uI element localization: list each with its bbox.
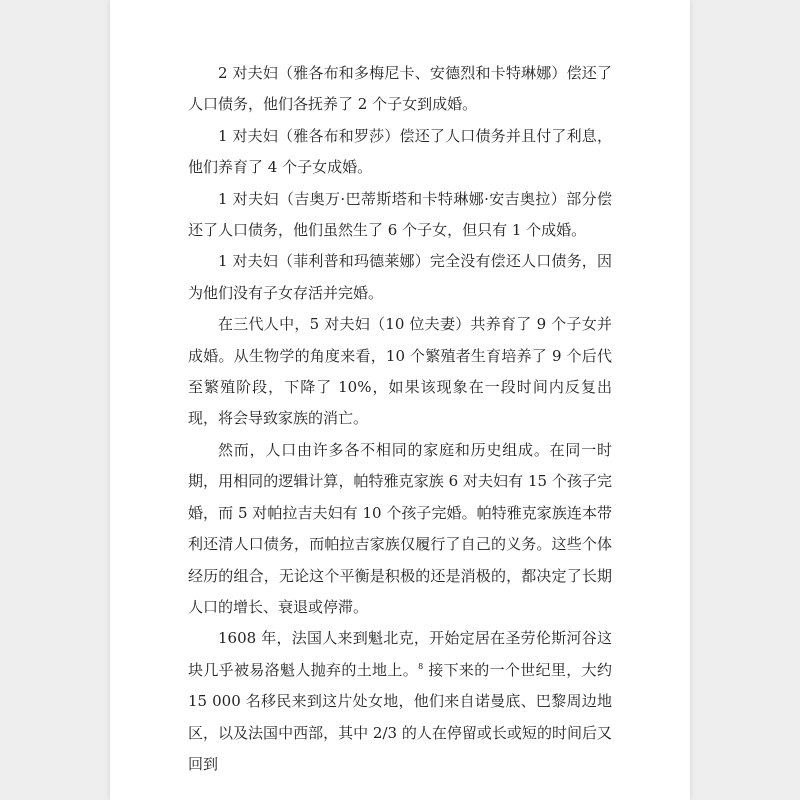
- paragraph: 2 对夫妇（雅各布和多梅尼卡、安德烈和卡特琳娜）偿还了人口债务，他们各抚养了 2 个子女到成婚。: [188, 64, 612, 114]
- paragraph: 1 对夫妇（雅各布和罗莎）偿还了人口债务并且付了利息，他们养育了 4 个子女成婚。: [188, 126, 612, 177]
- paragraph: 1 对夫妇（吉奥万·巴蒂斯塔和卡特琳娜·安吉奥拉）部分偿还了人口债务，他们虽然生了 6 个子女，但只有 1 个成婚。: [188, 189, 612, 240]
- paragraph: 在三代人中，5 对夫妇（10 位夫妻）共养育了 9 个子女并成婚。从生物学的角度来看，10 个繁殖者生育培养了 9 个后代至繁殖阶段，下降了 10%，如果该现象在一段时间内反复出现，将会导致家族的消亡。: [188, 315, 612, 428]
- paragraph: [188, 623, 612, 780]
- paragraph: 1 对夫妇（菲利普和玛德莱娜）完全没有偿还人口债务，因为他们没有子女存活并完婚。: [188, 252, 612, 302]
- footnote-marker[interactable]: 8: [418, 661, 424, 671]
- paragraph-text: 1608 年，法国人来到魁北克，开始定居在圣劳伦斯河谷这块几乎被易洛魁人抛弃的土地上。: [188, 629, 612, 679]
- paragraph-text: 接下来的一个世纪里，大约 15 000 名移民来到这片处女地，他们来自诺曼底、巴黎周边地区，以及法国中西部，其中 2/3 的人在停留或长或短的时间后又回到: [188, 660, 612, 773]
- paragraph: 然而，人口由许多各不相同的家庭和历史组成。在同一时期，用相同的逻辑计算，帕特雅克家族 6 对夫妇有 15 个孩子完婚，而 5 对帕拉吉夫妇有 10 个孩子完婚。帕特雅克家族连本带利还清人口债务，而帕拉吉家族仅履行了自己的义务。这些个体经历的组合，无论这个平衡是积极的还是消极的，都决定了长期人口的增长、衰退或停滞。: [188, 440, 612, 616]
- book-page: [110, 0, 690, 800]
- page-body-text: [188, 58, 612, 780]
